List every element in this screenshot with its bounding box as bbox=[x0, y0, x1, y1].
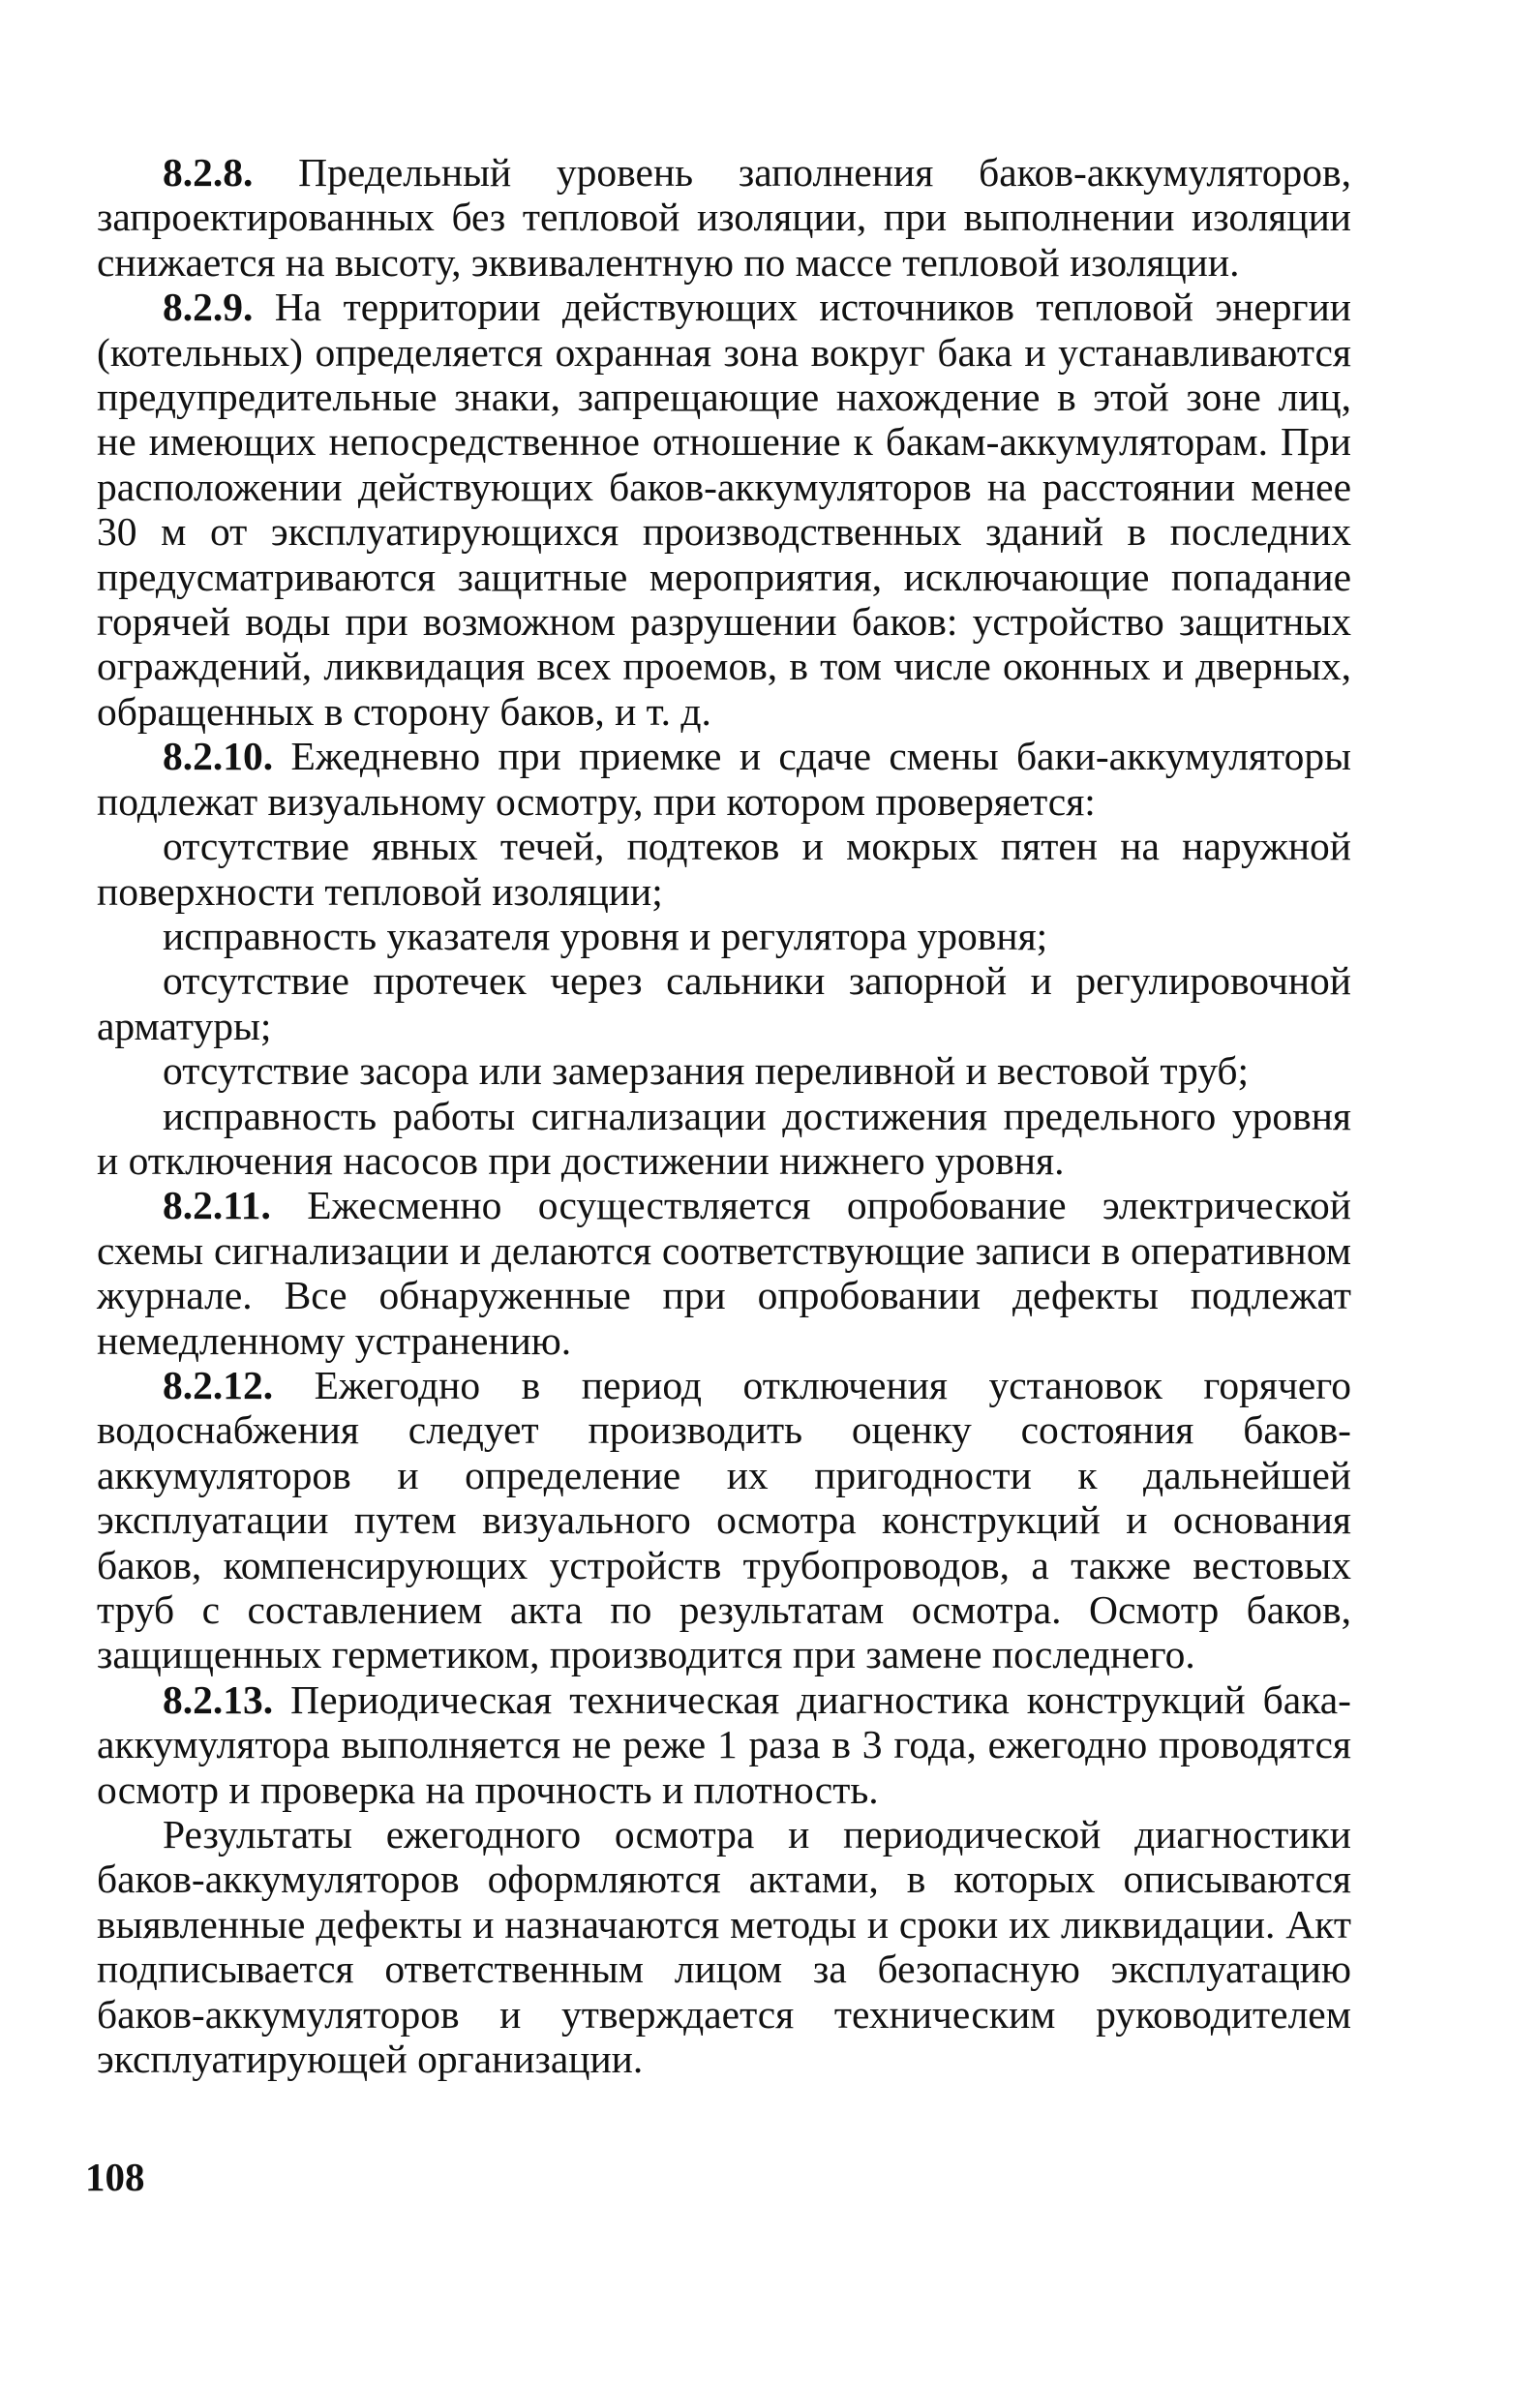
paragraph-number: 8.2.9. bbox=[163, 285, 254, 330]
paragraph-8-2-10 bbox=[97, 734, 1351, 824]
list-item-level-indicator: исправность указателя уровня и регулятора уровня; bbox=[163, 913, 1048, 958]
list-item-alarm-system: исправность работы сигнализации достижения предельного уровня и отключения насосов при достижении нижнего уровня. bbox=[97, 1093, 1351, 1183]
paragraph-8-2-8 bbox=[97, 150, 1351, 285]
list-item-visible-leaks: отсутствие явных течей, подтеков и мокрых пятен на наружной поверхности тепловой изоляции; bbox=[97, 824, 1351, 914]
paragraph-number: 8.2.11. bbox=[163, 1183, 271, 1228]
paragraph-number: 8.2.10. bbox=[163, 734, 274, 779]
body-text bbox=[97, 150, 1351, 2081]
paragraph-number: 8.2.13. bbox=[163, 1676, 274, 1722]
paragraph-text: Ежедневно при приемке и сдаче смены баки-аккумуляторы подлежат визуальному осмотру, при котором проверяется: bbox=[97, 734, 1351, 824]
paragraph-text: На территории действующих источников тепловой энергии (котельных) определяется охранная зона вокруг бака и устанавливаются предупредительные знаки, запрещающие нахождение в этой зоне лиц, не имеющих непосредственное отношение к бакам-аккумуляторам. При расположении действующих баков-аккумуляторов на расстоянии менее 30 м от эксплуатирующихся производственных зданий в последних предусматриваются защитные мероприятия, исключающие попадание горячей воды при возможном разрушении баков: устройство защитных ограждений, ликвидация всех проемов, в том числе оконных и дверных, обращенных в сторону баков, и т. д. bbox=[97, 285, 1351, 734]
paragraph-text: Предельный уровень заполнения баков-аккумуляторов, запроектированных без тепловой изоляции, при выполнении изоляции снижается на высоту, эквивалентную по массе тепловой изоляции. bbox=[97, 150, 1351, 285]
paragraph-8-2-12 bbox=[97, 1363, 1351, 1677]
paragraph-8-2-9 bbox=[97, 285, 1351, 734]
paragraph-results: Результаты ежегодного осмотра и периодической диагностики баков-аккумуляторов оформляются актами, в которых описываются выявленные дефекты и назначаются методы и сроки их ликвидации. Акт подписывается ответственным лицом за безопасную эксплуатацию баков-аккумуляторов и утверждается техническим руководителем эксплуатирующей организации. bbox=[97, 1812, 1351, 2082]
page-number: 108 bbox=[85, 2155, 145, 2199]
list-item-pipe-blockage: отсутствие засора или замерзания переливной и вестовой труб; bbox=[163, 1048, 1250, 1094]
paragraph-text: Ежегодно в период отключения установок горячего водоснабжения следует производить оценку состояния баков-аккумуляторов и определение их пригодности к дальнейшей эксплуатации путем визуального осмотра конструкций и основания баков, компенсирующих устройств трубопроводов, а также вестовых труб с составлением акта по результатам осмотра. Осмотр баков, защищенных герметиком, производится при замене последнего. bbox=[97, 1362, 1351, 1677]
paragraph-number: 8.2.8. bbox=[163, 150, 254, 195]
paragraph-8-2-13 bbox=[97, 1677, 1351, 1812]
paragraph-8-2-11 bbox=[97, 1183, 1351, 1363]
paragraph-text: Периодическая техническая диагностика конструкций бака-аккумулятора выполняется не реже 1 раза в 3 года, ежегодно проводятся осмотр и проверка на прочность и плотность. bbox=[97, 1676, 1351, 1812]
paragraph-number: 8.2.12. bbox=[163, 1362, 274, 1407]
list-item-gland-leaks: отсутствие протечек через сальники запорной и регулировочной арматуры; bbox=[97, 958, 1351, 1048]
paragraph-text: Ежесменно осуществляется опробование электрической схемы сигнализации и делаются соответствующие записи в оперативном журнале. Все обнаруженные при опробовании дефекты подлежат немедленному устранению. bbox=[97, 1183, 1351, 1363]
